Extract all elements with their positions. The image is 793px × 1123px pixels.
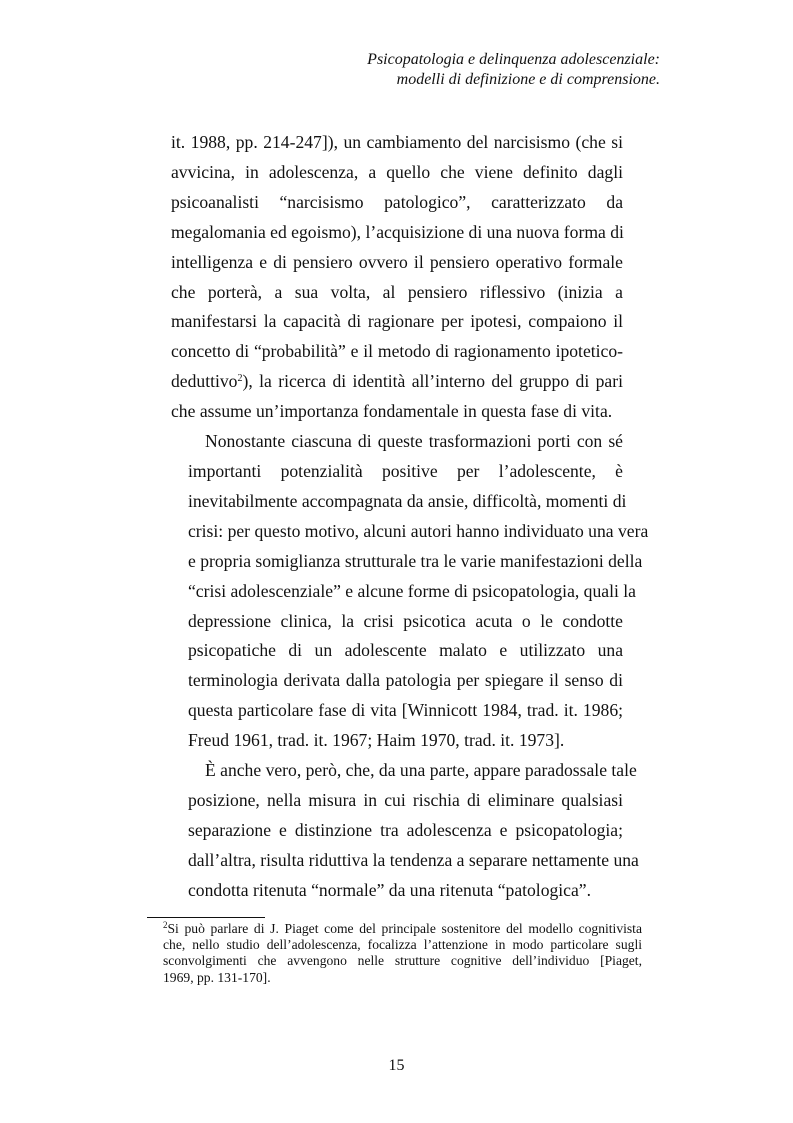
text-line: psicoanalisti “narcisismo patologico”, caratterizzato da [171, 191, 623, 212]
text-line: terminologia derivata dalla patologia per spiegare il senso di [188, 670, 623, 691]
body-text [171, 128, 649, 906]
footnote-line [147, 921, 642, 937]
text-line: separazione e distinzione tra adolescenza e psicopatologia; [188, 819, 623, 840]
footnote-number: 2 [163, 920, 168, 930]
text-line: concetto di “probabilità” e il metodo di ragionamento ipotetico- [171, 341, 623, 362]
text-line: “crisi adolescenziale” e alcune forme di psicopatologia, quali la [188, 580, 636, 601]
text-line: it. 1988, pp. 214-247]), un cambiamento del narcisismo (che si [171, 132, 623, 152]
text-line: È anche vero, però, che, da una parte, appare paradossale tale [205, 760, 637, 781]
text-line: intelligenza e di pensiero ovvero il pensiero operativo formale [171, 251, 623, 272]
text-line: avvicina, in adolescenza, a quello che viene definito dagli [171, 161, 623, 182]
footnote-line: che, nello studio dell’adolescenza, focalizza l’attenzione in modo particolare sugli [163, 937, 642, 953]
running-header [367, 50, 660, 90]
text-line: manifestarsi la capacità di ragionare per ipotesi, compaiono il [171, 311, 623, 332]
footnote-text: Si può parlare di J. Piaget come del principale sostenitore del modello cognitivista [167, 921, 642, 936]
text-line: posizione, nella misura in cui rischia di eliminare qualsiasi [188, 789, 623, 810]
footnote [147, 921, 642, 986]
text-line: e propria somiglianza strutturale tra le varie manifestazioni della [188, 550, 643, 571]
text-line: importanti potenzialità positive per l’adolescente, è [188, 460, 623, 481]
text-line: psicopatiche di un adolescente malato e utilizzato una [188, 640, 623, 661]
text-line-with-footnote [171, 367, 623, 397]
footnote-reference[interactable]: 2 [237, 373, 243, 385]
paragraph-2 [171, 427, 649, 756]
page-number: 15 [388, 1057, 405, 1074]
text-line: condotta ritenuta “normale” da una ritenuta “patologica”. [188, 879, 592, 900]
footnote-line: 1969, pp. 131-170]. [163, 969, 271, 985]
text-line: Nonostante ciascuna di queste trasformazioni porti con sé [205, 431, 623, 452]
footnote-separator [147, 917, 265, 918]
text-line: megalomania ed egoismo), l’acquisizione di una nuova forma di [171, 221, 624, 242]
text-line: che porterà, a sua volta, al pensiero riflessivo (inizia a [171, 281, 623, 302]
text-line: che assume un’importanza fondamentale in questa fase di vita. [171, 401, 613, 422]
text-line: questa particolare fase di vita [Winnicott 1984, trad. it. 1986; [188, 700, 623, 721]
text-line: depressione clinica, la crisi psicotica acuta o le condotte [188, 610, 623, 631]
text-line: crisi: per questo motivo, alcuni autori hanno individuato una vera [188, 520, 649, 541]
text-fragment: ), la ricerca di identità all’interno del gruppo di pari [242, 371, 623, 392]
text-fragment: deduttivo [171, 371, 238, 392]
paragraph-3 [171, 756, 639, 906]
text-line: dall’altra, risulta riduttiva la tendenza a separare nettamente una [188, 849, 639, 870]
header-line-2: modelli di definizione e di comprensione. [396, 71, 660, 88]
paragraph-1 [171, 128, 623, 427]
header-line-1: Psicopatologia e delinquenza adolescenziale: [367, 51, 660, 68]
text-line: Freud 1961, trad. it. 1967; Haim 1970, trad. it. 1973]. [188, 730, 565, 751]
footnote-line: sconvolgimenti che avvengono nelle strutture cognitive dell’individuo [Piaget, [163, 953, 642, 969]
text-line: inevitabilmente accompagnata da ansie, difficoltà, momenti di [188, 490, 627, 511]
